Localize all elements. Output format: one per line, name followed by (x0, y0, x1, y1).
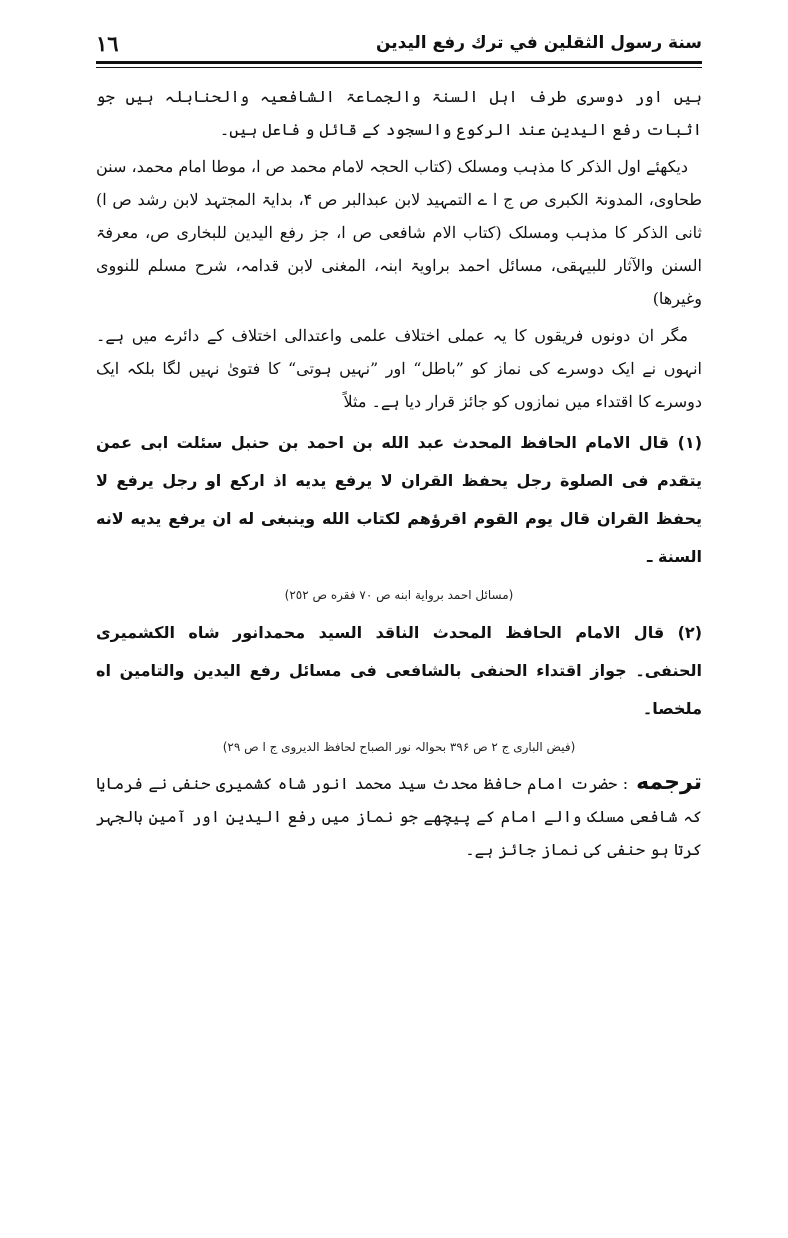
page-body (96, 80, 702, 870)
page-number: ١٦ (96, 30, 119, 56)
urdu-paragraph-references: دیکھئے اول الذکر کا مذہب ومسلک (کتاب الحجہ لامام محمد ص ا، موطا امام محمد، سنن طحاوی، المدونۃ الکبری ص ج ا ے التمہید لابن عبدالبر ص ۴، بدایۃ المجتہد لابن رشد ص ا) ثانی الذکر کا مذہب ومسلک (کتاب الام شافعی ص ا، جز رفع الیدین للبخاری ص، معرفۃ السنن والآثار للبیہقی، مسائل احمد براویۃ ابنہ، المغنی لابن قدامہ، شرح مسلم للنووی وغیرھا) (96, 157, 703, 308)
urdu-paragraph-3: مگر ان دونوں فریقوں کا یہ عملی اختلاف علمی واعتدالی اختلاف کے دائرے میں ہے۔ انہوں نے ایک دوسرے کی نماز کو ”باطل“ اور ”نہیں ہوتی“ کا فتویٰ نہیں لگا بلکہ ایک دوسرے کا اقتداء میں نمازوں کو جائز قرار دیا ہے۔ مثلاً (96, 326, 702, 411)
citation-2: (فیض الباری ج ۲ ص ۳۹۶ بحوالہ نور الصباح لحافظ الدیروی ج ا ص ۲۹) (222, 740, 576, 754)
arabic-quote-2: (٢) قال الامام الحافظ المحدث الناقد السيد محمدانور شاه الكشميری الحنفی۔ جواز اقتداء الحنفی بالشافعی فی مسائل رفع اليدين والتامين اه ملخصا۔ (96, 623, 702, 718)
arabic-quote-1: (۱) قال الامام الحافظ المحدث عبد الله بن احمد بن حنبل سئلت ابی عمن يتقدم فی الصلوة رجل يحفظ القران لا يرفع يديه اذ اركع او رجل يرفع لا يحفظ القران قال يوم القوم اقرؤهم لكتاب الله وينبغی له ان يرفع يديه لانه السنة ـ (96, 433, 702, 566)
header-rule-thin (96, 67, 702, 68)
translation-label: ترجمه (636, 770, 702, 795)
citation-1: (مسائل احمد برواية ابنه ص ٧٠ فقره ص ٢٥٢) (284, 588, 514, 602)
page-header (96, 30, 702, 56)
translation-text: : حضرت امام حافظ محدث سید محمد انور شاہ کشمیری حنفی نے فرمایا کہ شافعی مسلک والے امام کے پیچھے جو نماز میں رفع الیدین اور آمین بالجہر کرتا ہو حنفی کی نماز جائز ہے۔ (96, 774, 702, 859)
header-rule-thick (96, 61, 702, 64)
running-title: سنة رسول الثقلين في ترك رفع اليدين (375, 33, 702, 53)
translation-paragraph (96, 766, 702, 866)
urdu-paragraph-1: ہیں اور دوسری طرف اہل السنۃ والجماعۃ الشافعیہ والحنابلہ ہیں جو اثبات رفع الیدین عند الرکوع والسجود کے قائل و فاعل ہیں۔ (96, 87, 702, 139)
